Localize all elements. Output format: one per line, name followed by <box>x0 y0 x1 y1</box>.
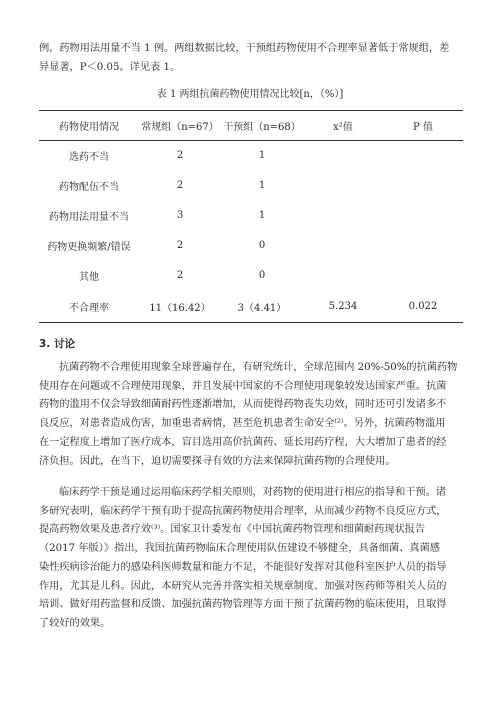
table-header-row <box>39 111 463 141</box>
text-line: 异显著，P＜0.05。详见表 1。 <box>39 61 181 73</box>
table-cell <box>383 141 463 171</box>
table-cell <box>383 201 463 231</box>
table-row <box>39 231 463 261</box>
table-cell: 2 <box>176 150 184 162</box>
table-cell: 不合理率 <box>39 291 139 323</box>
table-cell: 0.022 <box>383 291 463 323</box>
table-cell: 0 <box>258 240 266 251</box>
table-row <box>39 141 463 171</box>
table-row-total <box>39 291 463 323</box>
text-line: 济负担。因此，在当下，迫切需要探寻有效的方法来保障抗菌药物的合理使用。 <box>39 455 396 467</box>
table-cell <box>383 231 463 261</box>
table-cell: 药物用法用量不当 <box>49 212 129 223</box>
text-line: 培训、做好用药监督和反馈、加强抗菌药物管理等方面干预了抗菌药物的临床使用，且取得 <box>39 599 447 611</box>
header-cell: x²值 <box>303 111 383 141</box>
table-cell: 1 <box>258 210 266 221</box>
text-line: 了较好的效果。 <box>39 617 111 629</box>
table-row <box>39 261 463 291</box>
table-cell <box>303 171 383 201</box>
text-line: 药物的滥用不仅会导致细菌耐药性逐渐增加，从而使得药物丧失功效，同时还可引发诸多不 <box>39 399 447 411</box>
text-line: 临床药学干预是通过运用临床药学相关原则，对药物的使用进行相应的指导和干预。诸 <box>59 487 447 498</box>
header-cell: 药物使用情况 <box>39 111 139 141</box>
text-line: 多研究表明，临床药学干预有助于提高抗菌药物使用合理率，从而减少药物不良反应方式， <box>39 505 447 517</box>
table-row <box>39 171 463 201</box>
text-line: 在一定程度上增加了医疗成本，盲目选用高价抗菌药、延长用药疗程，大大增加了患者的经 <box>39 436 447 448</box>
text-line: 使用存在问题或不合理使用现象，并且发展中国家的不合理使用现象较发达国家严重。抗菌 <box>39 380 447 392</box>
results-paragraph <box>39 40 463 77</box>
table-cell: 选药不当 <box>69 152 109 164</box>
table-cell <box>303 201 383 231</box>
table-cell <box>303 261 383 291</box>
table-cell: 1 <box>258 150 266 162</box>
comparison-table <box>39 110 463 323</box>
table-cell <box>303 141 383 171</box>
header-cell: 常规组（n=67） <box>139 111 221 141</box>
text-line: （2017 年版）》指出，我国抗菌药物临床合理使用队伍建设不够健全，具备细菌、真菌感 <box>39 543 440 555</box>
table-cell: 3 <box>176 210 184 221</box>
table-cell <box>303 231 383 261</box>
table-cell <box>383 261 463 291</box>
table-cell: 2 <box>176 180 184 191</box>
header-cell: P 值 <box>383 111 463 141</box>
section-heading: 3. 讨论 <box>39 338 75 350</box>
table-cell: 药物更换频繁/错误 <box>47 242 131 253</box>
text-line: 抗菌药物不合理使用现象全球普遍存在，有研究统计，全球范围内 20%-50%的抗菌药物 <box>59 362 458 373</box>
text-line: 提高药物效果及患者疗效⁽³⁾。国家卫计委发布《中国抗菌药物管理和细菌耐药现状报告 <box>39 524 426 536</box>
table-row <box>39 201 463 231</box>
table-cell: 3（4.41） <box>221 291 303 323</box>
discussion-paragraph-2 <box>39 484 463 634</box>
table-cell <box>383 171 463 201</box>
text-line: 作用，尤其是儿科。因此，本研究从完善并落实相关规章制度、加强对医药师等相关人员的 <box>39 580 447 592</box>
table-cell: 5.234 <box>303 291 383 323</box>
header-cell: 干预组（n=68） <box>221 111 303 141</box>
table-cell: 11（16.42） <box>139 291 221 323</box>
table-cell: 2 <box>176 270 184 281</box>
table-cell: 药物配伍不当 <box>59 182 119 193</box>
table-caption: 表 1 两组抗菌药物使用情况比较[n，（%）] <box>156 89 344 100</box>
table-cell: 0 <box>258 270 266 281</box>
table-cell: 1 <box>258 180 266 191</box>
text-line: 例，药物用法用量不当 1 例。两组数据比较，干预组药物使用不合理率显著低于常规组，差 <box>39 43 450 54</box>
text-line: 良反应，对患者造成伤害，加重患者病情，甚至危机患者生命安全⁽²⁾。另外，抗菌药物滥用 <box>39 418 446 430</box>
discussion-paragraph-1 <box>39 359 463 471</box>
table-cell: 2 <box>176 240 184 251</box>
text-line: 染性疾病诊治能力的感染科医师数量和能力不足，不能很好发挥对其他科室医护人员的指导 <box>39 561 447 573</box>
table-cell: 其他 <box>79 272 99 283</box>
